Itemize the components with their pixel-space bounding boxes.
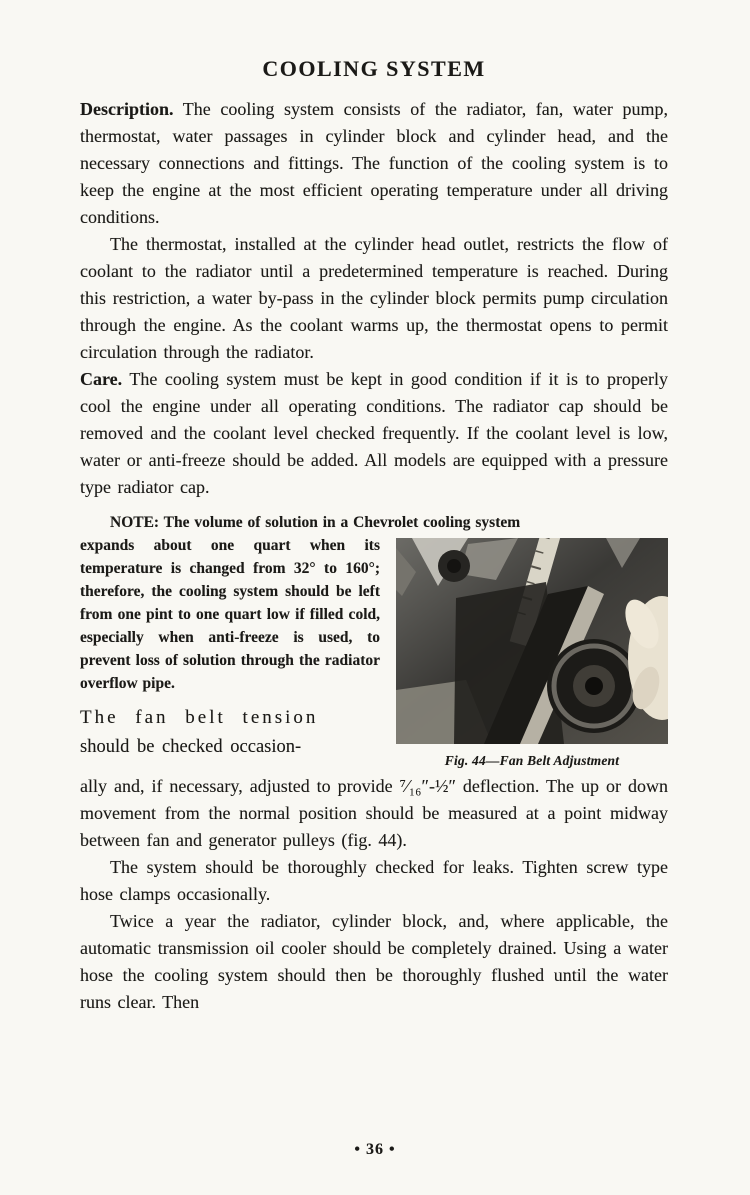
description-lead: Description. (80, 99, 174, 119)
note-first-line: NOTE: The volume of solution in a Chevrolet cooling system (110, 514, 521, 531)
care-paragraph (80, 366, 668, 501)
description-text: The cooling system consists of the radiator, fan, water pump, thermostat, water passages in cylinder block and cylinder head, and the necessary connections and fittings. The function of the cooling system is to keep the engine at the most efficient operating temperature under all driving conditions. (80, 99, 668, 227)
figure (396, 538, 668, 769)
fan-belt-line-2: should be checked occasion- (80, 737, 302, 757)
drain-paragraph: Twice a year the radiator, cylinder block, and, where applicable, the automatic transmission oil cooler should be completely drained. Using a water hose the cooling system should then be thoroughly flushed until the water runs clear. Then (80, 911, 668, 1012)
fan-belt-line-1: The fan belt tension (80, 707, 319, 728)
fan-belt-photo (396, 538, 668, 744)
care-text: The cooling system must be kept in good condition if it is to properly cool the engine under all operating conditions. The radiator cap should be removed and the coolant level checked frequently. If the coolant level is low, water or anti-freeze should be added. All models are equipped with a pressure type radiator cap. (80, 369, 668, 497)
leaks-paragraph: The system should be thoroughly checked for leaks. Tighten screw type hose clamps occasionally. (80, 857, 668, 904)
figure-caption: Fig. 44—Fan Belt Adjustment (444, 753, 620, 768)
care-lead: Care. (80, 369, 123, 389)
note-paragraph: expands about one quart when its temperature is changed from 32° to 160°; therefore, the cooling system should be left from one pint to one quart low if filled cold, especially when anti-freeze is used, to prevent loss of solution through the radiator overflow pipe. (80, 537, 380, 692)
page-title: COOLING SYSTEM (262, 56, 486, 81)
fan-belt-continued-paragraph: ally and, if necessary, adjusted to provide ⁷⁄₁₆″-½″ deflection. The up or down movement from the normal position should be measured at a point midway between fan and generator pulleys (fig. 44). (80, 776, 668, 850)
description-paragraph (80, 96, 668, 231)
page-number: • 36 • (354, 1141, 396, 1158)
thermostat-paragraph: The thermostat, installed at the cylinder head outlet, restricts the flow of coolant to the radiator until a predetermined temperature is reached. During this restriction, a water by-pass in the cylinder block permits pump circulation through the engine. As the coolant warms up, the thermostat opens to permit circulation through the radiator. (80, 234, 668, 362)
